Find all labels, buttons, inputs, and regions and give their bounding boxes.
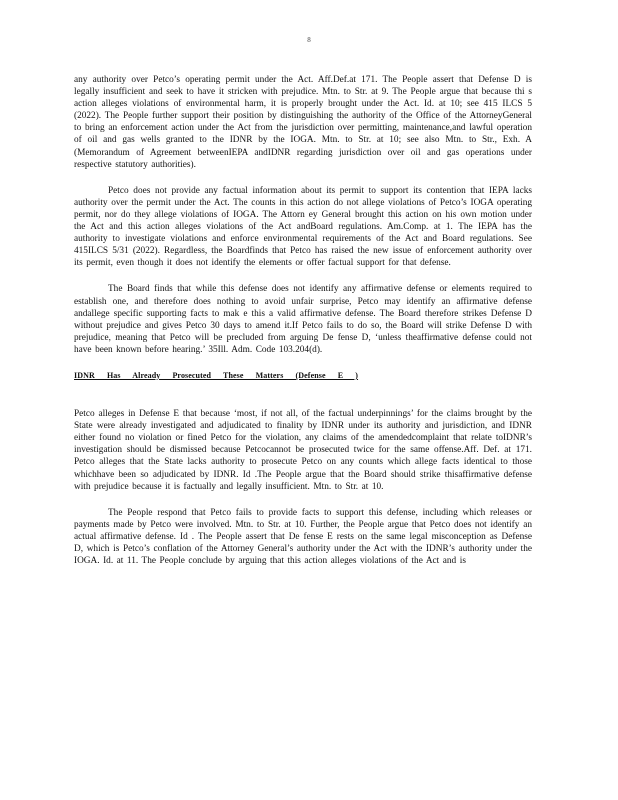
- paragraph-1: any authority over Petco’s operating permit under the Act. Aff.Def.at 171. The People assert that Defense D is legally insufficient and seek to have it stricken with prejudice. Mtn. to Str. at 9. The People argue that because thi s action alleges violations of environmental harm, it is properly brought under the Act. Id. at 10; see 415 ILCS 5 (2022). The People further support their position by distinguishing the authority of the Office of the AttorneyGeneral to bring an enforcement action under the Act from the jurisdiction over permitting, maintenance,and lawful operation of oil and gas wells granted to the IDNR by the IOGA. Mtn. to Str. at 10; see also Mtn. to Str., Exh. A (Memorandum of Agreement betweenIEPA andIDNR regarding jurisdiction over oil and gas operations under respective statutory authorities).: [74, 75, 532, 170]
- paragraph-2: Petco does not provide any factual information about its permit to support its contention that IEPA lacks authority over the permit under the Act. The counts in this action do not allege violations of Petco’s IOGA operating permit, nor do they allege violations of IOGA. The Attorn ey General brought this action on his own motion under the Act and this action alleges violations of the Act andBoard regulations. Am.Comp. at 1. The IEPA has the authority to investigate violations and enforce environmental requirements of the Act and Board regulations. See 415ILCS 5/31 (2022). Regardless, the Boardfinds that Petco has raised the new issue of enforcement authority over its permit, even though it does not identify the elements or offer factual support for that defense.: [74, 185, 532, 269]
- paragraph-3: The Board finds that while this defense does not identify any affirmative defense or elements required to establish one, and therefore does nothing to avoid unfair surprise, Petco may identify an affirmative defense andallege specific supporting facts to mak e this a valid affirmative defense. The Board therefore strikes Defense D without prejudice and gives Petco 30 days to amend it.If Petco fails to do so, the Board will strike Defense D with prejudice, meaning that Petco will be precluded from arguing De fense D, ‘unless theaffirmative defense could not have been known before hearing.’ 35Ill. Adm. Code 103.204(d).: [74, 284, 532, 355]
- paragraph-4: Petco alleges in Defense E that because ‘most, if not all, of the factual underpinnings’ for the claims brought by the State were already investigated and adjudicated to finality by IDNR under its authority and jurisdiction, and IDNR either found no violation or fined Petco for the violation, any claims of the amendedcomplaint that relate toIDNR’s investigation should be dismissed because Petcocannot be prosecuted twice for the same offense.Aff. Def. at 171. Petco alleges that the State lacks authority to prosecute Petco on any counts which allege facts identical to those whichhave been so adjudicated by IDNR. Id .The People argue that the Board should strike thisaffirmative defense with prejudice because it is factually and legally insufficient. Mtn. to Str. at 10.: [74, 409, 532, 492]
- section-heading: IDNR Has Already Prosecuted These Matters (Defense E ): [74, 370, 359, 380]
- document-body: [74, 74, 532, 581]
- page-number: 8: [307, 36, 311, 44]
- paragraph-5: The People respond that Petco fails to provide facts to support this defense, including which releases or payments made by Petco were involved. Mtn. to Str. at 10. Further, the People argue that Petco does not identify an actual affirmative defense. Id . The People assert that De fense E rests on the same legal misconception as Defense D, which is Petco’s conflation of the Attorney General’s authority under the Act with the IDNR’s authority under the IOGA. Id. at 11. The People conclude by arguing that this action alleges violations of the Act and is: [74, 507, 532, 567]
